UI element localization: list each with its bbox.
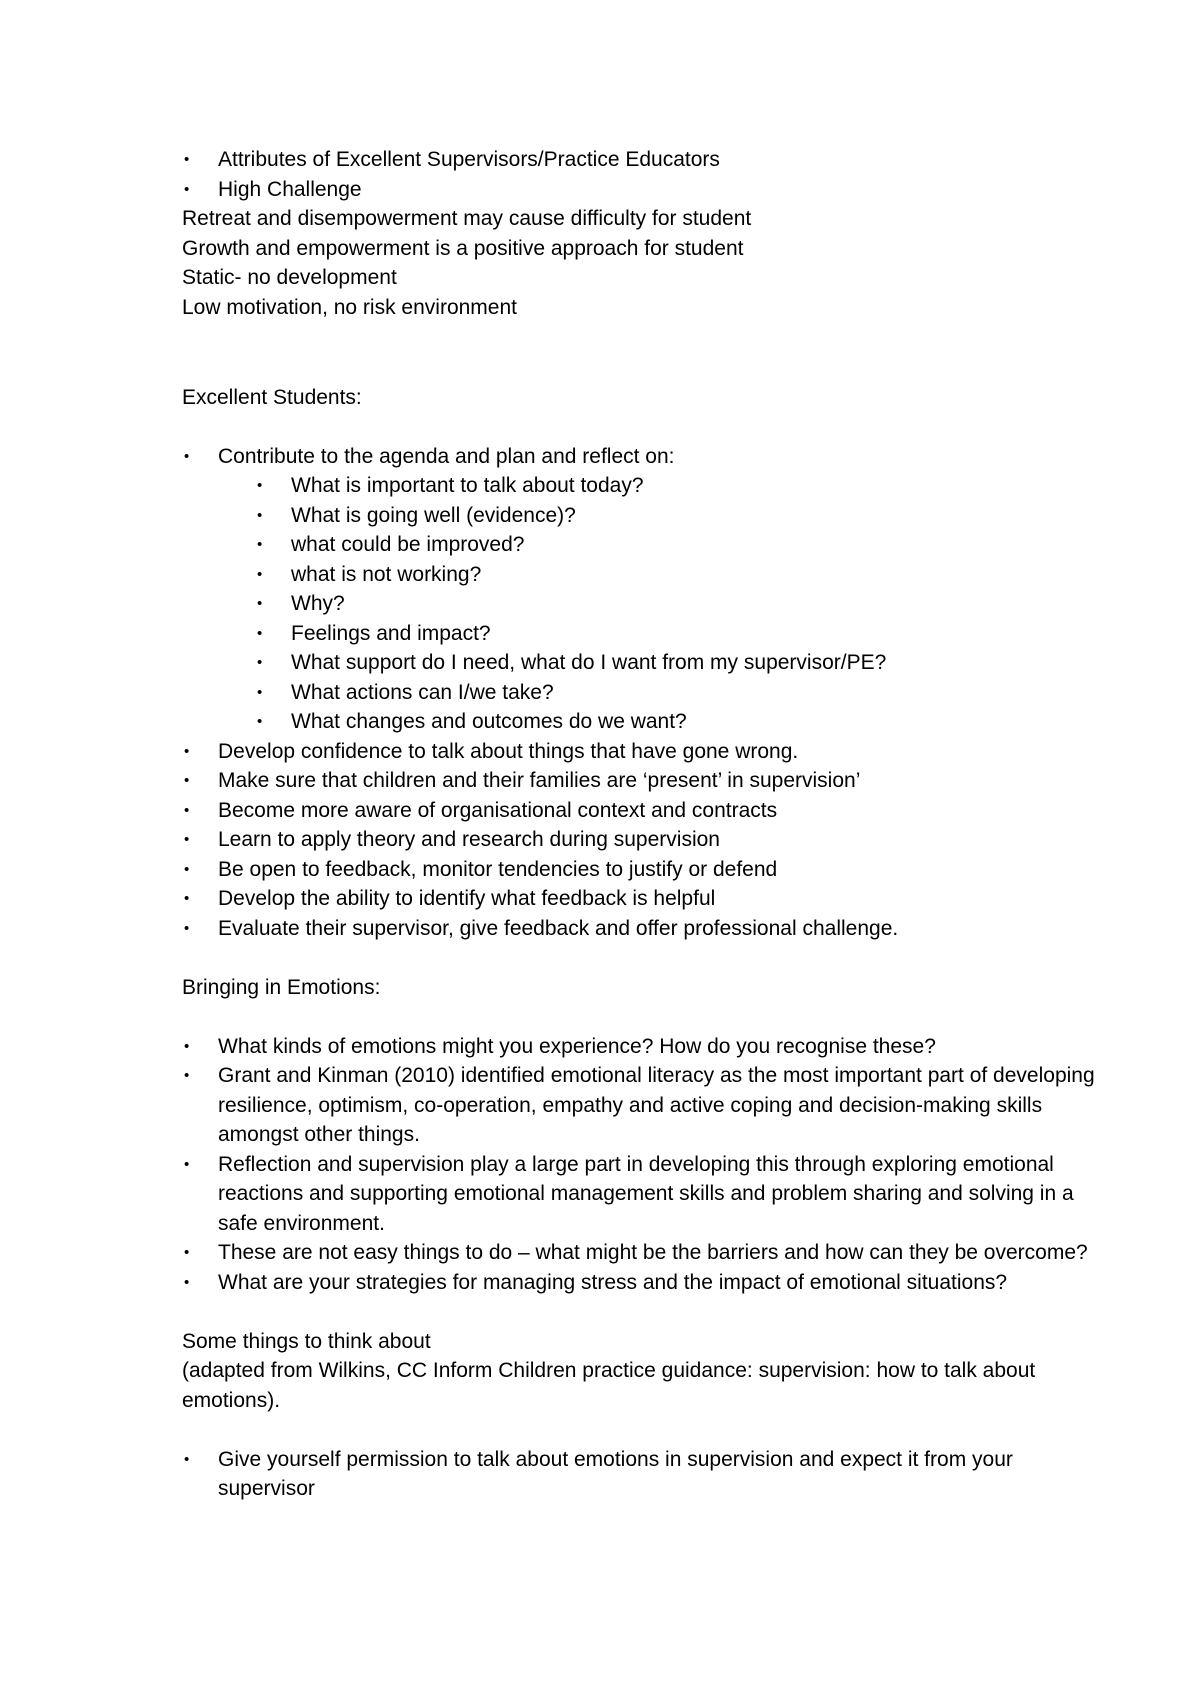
bullet-icon: • — [184, 831, 190, 848]
bullet-icon: • — [184, 919, 190, 937]
bullet-item: • Contribute to the agenda and plan and reflect on: — [182, 442, 1100, 472]
bullet-item: • Grant and Kinman (2010) identified emotional literacy as the most important part of developing resilience, optimism, co-operation, empathy and active coping and decision-making skills amongst other things. — [182, 1061, 1100, 1150]
bullet-icon: • — [257, 477, 263, 494]
bullet-item: • Be open to feedback, monitor tendencies to justify or defend — [182, 855, 1100, 885]
bullet-icon: • — [257, 713, 263, 730]
bullet-item: • Become more aware of organisational context and contracts — [182, 796, 1100, 826]
bullet-item: • Develop confidence to talk about things that have gone wrong. — [182, 737, 1100, 767]
sub-bullet-item: • what is not working? — [182, 560, 1100, 590]
bullet-icon: • — [257, 683, 263, 701]
bullet-icon: • — [257, 624, 263, 642]
bullet-icon: • — [184, 890, 190, 907]
bullet-item: • Make sure that children and their families are ‘present’ in supervision’ — [182, 766, 1100, 796]
sub-bullet-item: • What changes and outcomes do we want? — [182, 707, 1100, 737]
sub-bullet-item: • What actions can I/we take? — [182, 678, 1100, 708]
sub-bullet-item: • What is important to talk about today? — [182, 471, 1100, 501]
bullet-icon: • — [184, 772, 190, 789]
bullet-icon: • — [184, 742, 190, 760]
bullet-item: • Attributes of Excellent Supervisors/Practice Educators — [182, 145, 1100, 175]
text-line: Retreat and disempowerment may cause difficulty for student — [182, 207, 752, 230]
bullet-item: • What are your strategies for managing stress and the impact of emotional situations? — [182, 1268, 1100, 1298]
bullet-icon: • — [184, 1067, 190, 1084]
bullet-icon: • — [184, 180, 190, 198]
bullet-icon: • — [257, 506, 263, 524]
bullet-item: • Learn to apply theory and research during supervision — [182, 825, 1100, 855]
bullet-item: • Evaluate their supervisor, give feedback and offer professional challenge. — [182, 914, 1100, 944]
section-heading: Excellent Students: — [182, 386, 362, 409]
bullet-icon: • — [257, 654, 263, 671]
section-heading: Some things to think about — [182, 1329, 431, 1353]
bullet-icon: • — [257, 536, 263, 553]
bullet-icon: • — [184, 1450, 190, 1468]
section-heading: Bringing in Emotions: — [182, 975, 381, 999]
bullet-icon: • — [184, 860, 190, 878]
bullet-icon: • — [184, 1037, 190, 1055]
sub-bullet-item: • Feelings and impact? — [182, 619, 1100, 649]
text-line: Low motivation, no risk environment — [182, 295, 517, 319]
text-line: Static- no development — [182, 266, 397, 289]
sub-bullet-item: • What support do I need, what do I want from my supervisor/PE? — [182, 648, 1100, 678]
bullet-icon: • — [184, 1244, 190, 1261]
bullet-icon: • — [184, 1155, 190, 1173]
bullet-icon: • — [184, 801, 190, 819]
bullet-item: • What kinds of emotions might you experience? How do you recognise these? — [182, 1032, 1100, 1062]
text-line: Growth and empowerment is a positive approach for student — [182, 236, 744, 260]
bullet-icon: • — [184, 151, 190, 168]
bullet-icon: • — [184, 447, 190, 465]
bullet-item: • High Challenge — [182, 175, 1100, 205]
sub-bullet-item: • Why? — [182, 589, 1100, 619]
sub-bullet-item: • What is going well (evidence)? — [182, 501, 1100, 531]
bullet-icon: • — [184, 1273, 190, 1291]
bullet-icon: • — [257, 565, 263, 583]
bullet-item: • Reflection and supervision play a large part in developing this through exploring emotional reactions and supporting emotional management skills and problem sharing and solving in a safe environment. — [182, 1150, 1100, 1239]
sub-bullet-item: • what could be improved? — [182, 530, 1100, 560]
bullet-item: • Develop the ability to identify what feedback is helpful — [182, 884, 1100, 914]
source-note: (adapted from Wilkins, CC Inform Children practice guidance: supervision: how to talk about emotions). — [182, 1359, 1036, 1412]
bullet-item: • These are not easy things to do – what might be the barriers and how can they be overcome? — [182, 1238, 1100, 1268]
bullet-icon: • — [257, 595, 263, 612]
bullet-item: • Give yourself permission to talk about emotions in supervision and expect it from your supervisor — [182, 1445, 1100, 1504]
